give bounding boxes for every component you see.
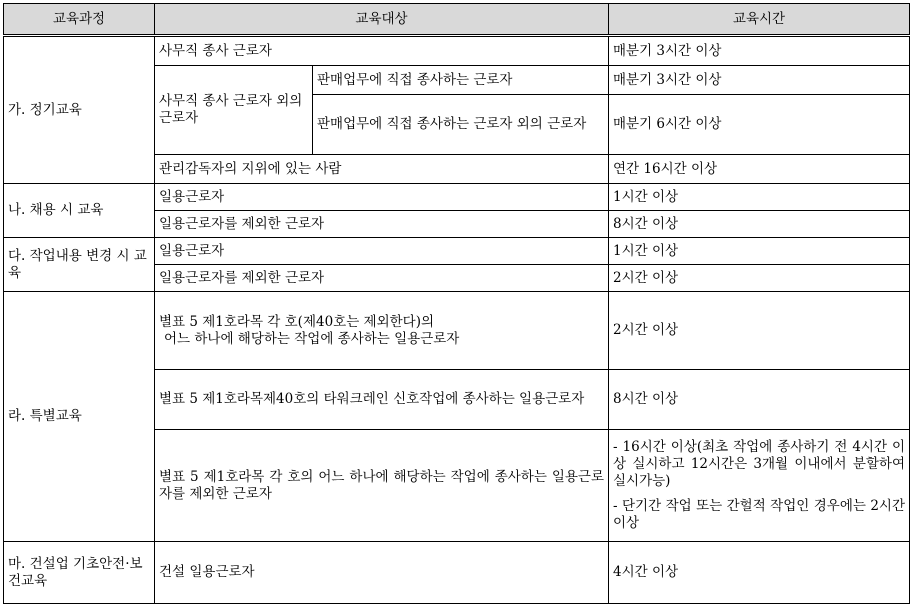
target-special-1-line2: 어느 하나에 해당하는 작업에 종사하는 일용근로자: [164, 330, 460, 347]
target-special-1-line1: 별표 5 제1호라목 각 호(제40호는 제외한다)의: [159, 313, 435, 330]
target-special-3: 별표 5 제1호라목 각 호의 어느 하나에 해당하는 작업에 종사하는 일용근로자를 제외한 근로자: [155, 430, 609, 542]
target-sales: 판매업무에 직접 종사하는 근로자: [313, 66, 609, 95]
target-non-office-group: 사무직 종사 근로자 외의 근로자: [155, 66, 313, 155]
table-row: [4, 36, 910, 66]
table-row: [4, 542, 910, 604]
header-target: 교육대상: [155, 4, 609, 36]
hours-hiring-daily: 1시간 이상: [609, 184, 910, 211]
hours-office: 매분기 3시간 이상: [609, 36, 910, 66]
target-change-other: 일용근로자를 제외한 근로자: [155, 265, 609, 292]
header-course: 교육과정: [4, 4, 155, 36]
course-construction: 마. 건설업 기초안전·보건교육: [4, 542, 155, 604]
course-regular: 가. 정기교육: [4, 36, 155, 184]
target-construction: 건설 일용근로자: [155, 542, 609, 604]
header-row: [4, 4, 910, 36]
hours-change-daily: 1시간 이상: [609, 238, 910, 265]
target-manager: 관리감독자의 지위에 있는 사람: [155, 155, 609, 184]
header-hours: 교육시간: [609, 4, 910, 36]
education-table: [3, 3, 910, 604]
target-office: 사무직 종사 근로자: [155, 36, 609, 66]
hours-special-2: 8시간 이상: [609, 370, 910, 430]
hours-special-3-note2: - 단기간 작업 또는 간헐적 작업인 경우에는 2시간 이상: [613, 498, 906, 531]
hours-special-3-note1: - 16시간 이상(최초 작업에 종사하기 전 4시간 이상 실시하고 12시간은 3개월 이내에서 분할하여 실시가능): [613, 439, 906, 489]
table-row: [4, 238, 910, 265]
course-hiring: 나. 채용 시 교육: [4, 184, 155, 238]
hours-hiring-other: 8시간 이상: [609, 211, 910, 238]
table-row: [4, 292, 910, 370]
table-row: [4, 184, 910, 211]
target-non-sales: 판매업무에 직접 종사하는 근로자 외의 근로자: [313, 95, 609, 155]
hours-manager: 연간 16시간 이상: [609, 155, 910, 184]
target-hiring-other: 일용근로자를 제외한 근로자: [155, 211, 609, 238]
course-special: 라. 특별교육: [4, 292, 155, 542]
target-hiring-daily: 일용근로자: [155, 184, 609, 211]
course-change: 다. 작업내용 변경 시 교육: [4, 238, 155, 292]
hours-change-other: 2시간 이상: [609, 265, 910, 292]
hours-non-sales: 매분기 6시간 이상: [609, 95, 910, 155]
target-change-daily: 일용근로자: [155, 238, 609, 265]
target-special-1: [155, 292, 609, 370]
hours-sales: 매분기 3시간 이상: [609, 66, 910, 95]
hours-special-1: 2시간 이상: [609, 292, 910, 370]
hours-special-3: [609, 430, 910, 542]
target-special-2: 별표 5 제1호라목제40호의 타워크레인 신호작업에 종사하는 일용근로자: [155, 370, 609, 430]
hours-construction: 4시간 이상: [609, 542, 910, 604]
